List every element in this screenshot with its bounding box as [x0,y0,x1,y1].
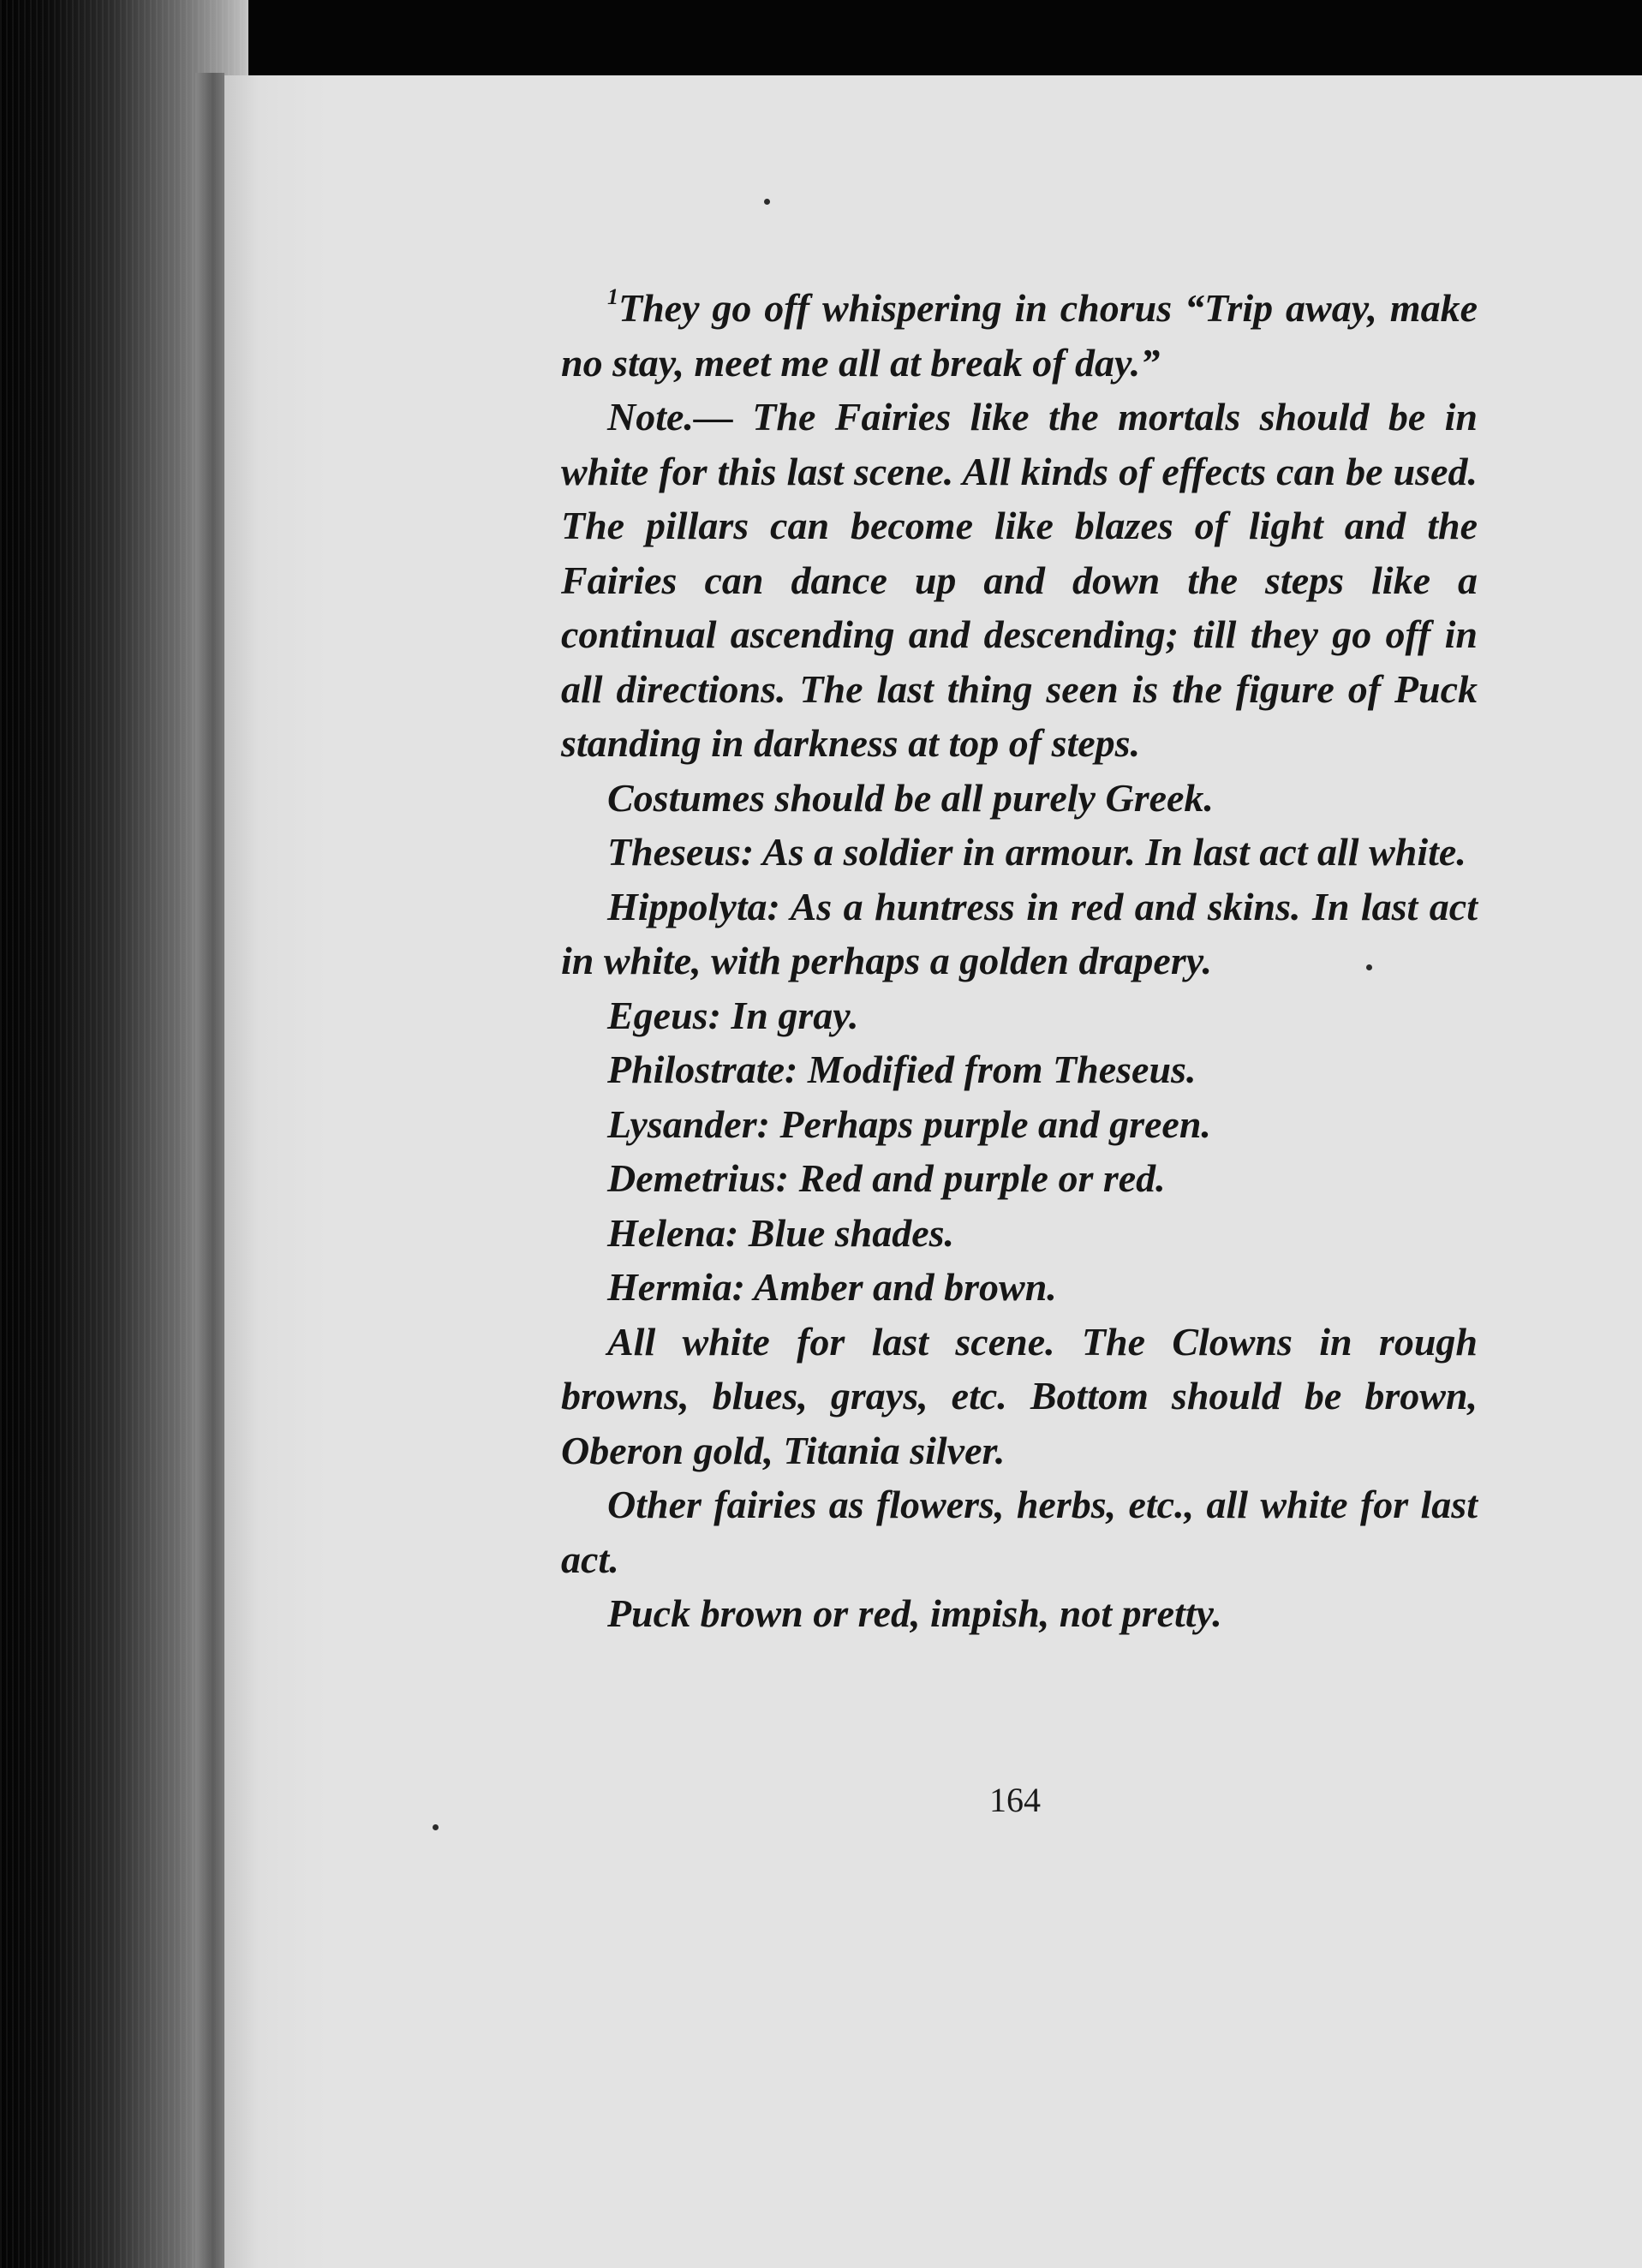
page-number: 164 [989,1781,1041,1819]
ink-speck [764,199,770,205]
costume-theseus: Theseus: As a soldier in armour. In last act all white. [607,830,1466,874]
costume-hippolyta: Hippolyta: As a huntress in red and skins. In last act in white, with perhaps a golden drapery. [561,884,1478,982]
costume-lysander: Lysander: Perhaps purple and green. [607,1101,1211,1146]
costume-egeus: Egeus: In gray. [607,993,859,1037]
note-paragraph: Note.— The Fairies like the mortals should be in white for this last scene. All kinds of effects can be used. The pillars can become like blazes of light and the Fairies can dance up and down the steps like a continual ascending and descending; till they go off in all directions. The last thing seen is the figure of Puck standing in darkness at top of steps. [561,395,1478,765]
costume-philostrate: Philostrate: Modified from Theseus. [607,1047,1197,1091]
costume-helena: Helena: Blue shades. [607,1210,955,1255]
costumes-paragraph: Costumes should be all purely Greek. [607,775,1214,820]
costume-last-scene: All white for last scene. The Clowns in rough browns, blues, grays, etc. Bottom should be brown, Oberon gold, Titania silver. [561,1319,1478,1472]
costume-demetrius: Demetrius: Red and purple or red. [607,1156,1166,1200]
page-edge-shadow [195,73,224,2268]
costume-puck: Puck brown or red, impish, not pretty. [607,1591,1222,1635]
footnote-marker: 1 [607,284,618,309]
ink-speck [433,1824,439,1830]
footnote-paragraph [561,281,1478,390]
page-text [561,281,1478,1641]
paragraph-text: They go off whispering in chorus “Trip away, make no stay, meet me all at break of day.” [561,286,1478,385]
costume-other-fairies: Other fairies as flowers, herbs, etc., all white for last act. [561,1483,1478,1581]
costume-hermia: Hermia: Amber and brown. [607,1265,1057,1309]
